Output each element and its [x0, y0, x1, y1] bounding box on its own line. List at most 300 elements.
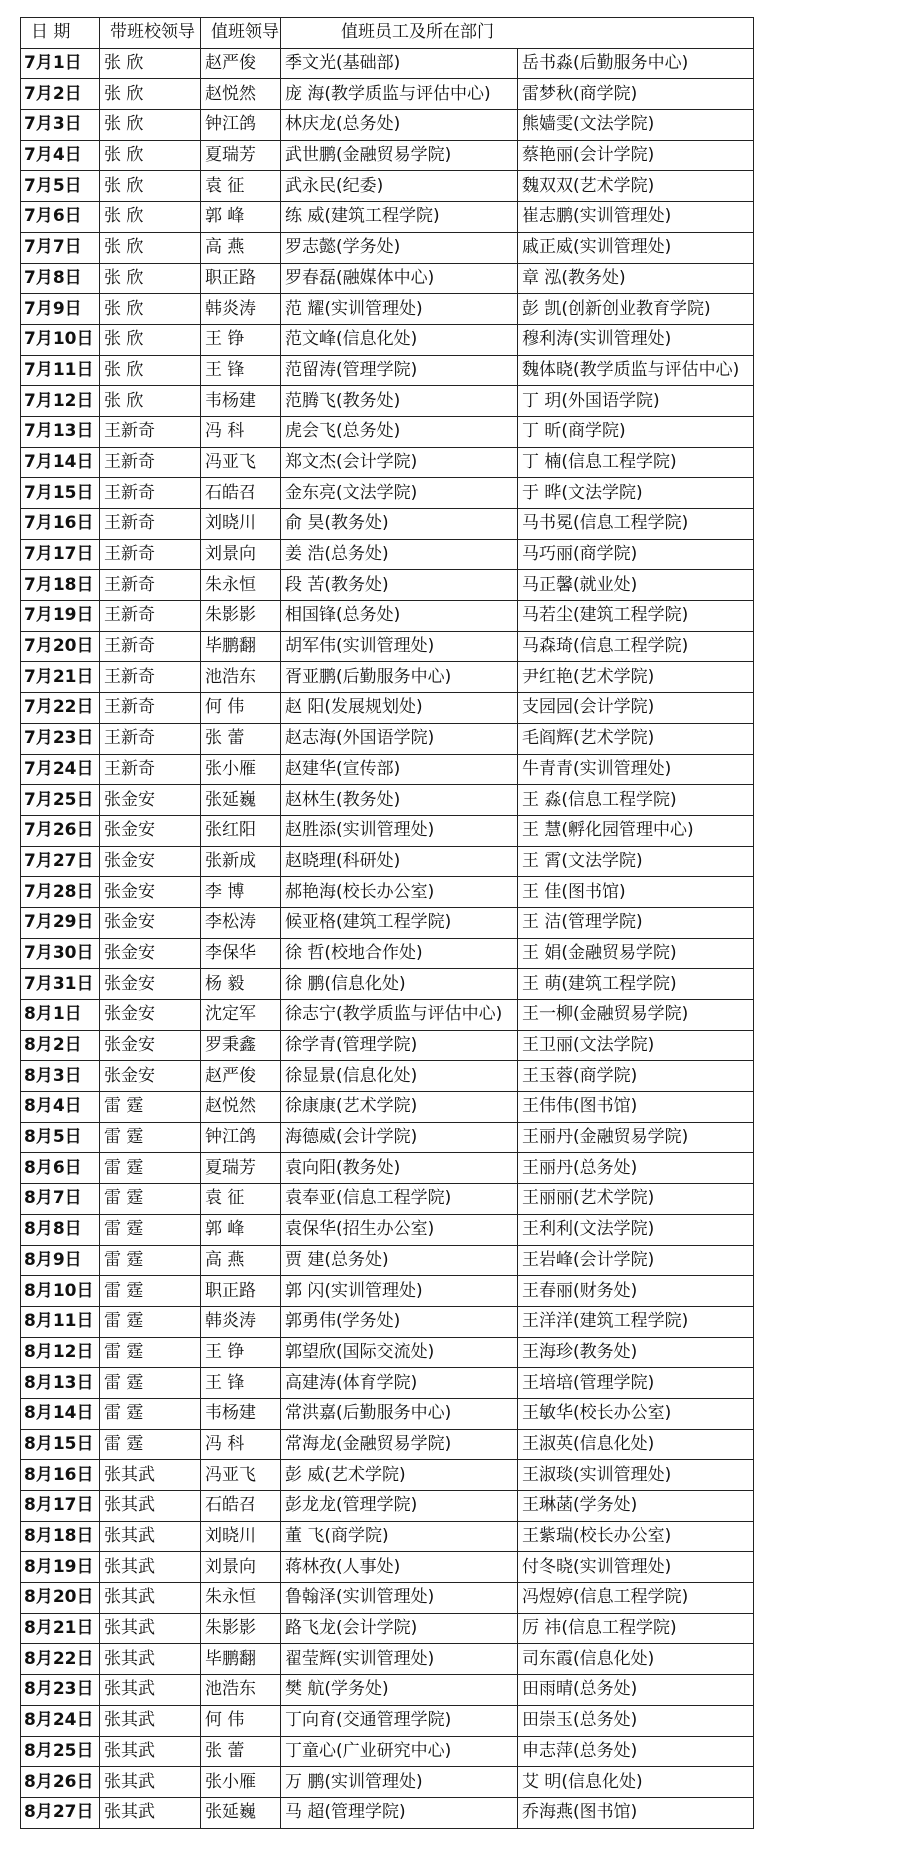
duty-leader-cell: 钟江鸽 [201, 110, 281, 141]
leader-cell: 张其武 [100, 1644, 201, 1675]
duty-leader-cell: 张延巍 [201, 1797, 281, 1828]
staff-cell-2: 司东霞(信息化处) [518, 1644, 754, 1675]
leader-cell: 张金安 [100, 877, 201, 908]
leader-cell: 张其武 [100, 1797, 201, 1828]
staff-cell-2: 王淑琰(实训管理处) [518, 1460, 754, 1491]
staff-cell-1: 赵胜添(实训管理处) [281, 815, 518, 846]
duty-leader-cell: 赵严俊 [201, 1061, 281, 1092]
table-row [21, 938, 754, 969]
staff-cell-2: 王玉蓉(商学院) [518, 1061, 754, 1092]
leader-cell: 张 欣 [100, 355, 201, 386]
table-row [21, 447, 754, 478]
leader-cell: 张其武 [100, 1583, 201, 1614]
duty-leader-cell: 李 博 [201, 877, 281, 908]
duty-leader-cell: 夏瑞芳 [201, 140, 281, 171]
duty-leader-cell: 韦杨建 [201, 386, 281, 417]
staff-cell-1: 郭 闪(实训管理处) [281, 1276, 518, 1307]
duty-leader-cell: 张 蕾 [201, 1736, 281, 1767]
duty-leader-cell: 张小雁 [201, 754, 281, 785]
duty-leader-cell: 张新成 [201, 846, 281, 877]
staff-cell-1: 胥亚鹏(后勤服务中心) [281, 662, 518, 693]
date-cell: 8月18日 [21, 1521, 100, 1552]
leader-cell: 张 欣 [100, 79, 201, 110]
date-cell: 8月19日 [21, 1552, 100, 1583]
staff-cell-2: 于 晔(文法学院) [518, 478, 754, 509]
leader-cell: 张 欣 [100, 48, 201, 79]
staff-cell-1: 金东亮(文法学院) [281, 478, 518, 509]
staff-cell-1: 蒋林孜(人事处) [281, 1552, 518, 1583]
date-cell: 7月28日 [21, 877, 100, 908]
table-row [21, 324, 754, 355]
duty-leader-cell: 夏瑞芳 [201, 1153, 281, 1184]
table-row [21, 754, 754, 785]
staff-cell-2: 魏体晓(教学质监与评估中心) [518, 355, 754, 386]
leader-cell: 张其武 [100, 1552, 201, 1583]
table-row [21, 1000, 754, 1031]
table-row [21, 1153, 754, 1184]
table-row [21, 478, 754, 509]
staff-cell-1: 郭望欣(国际交流处) [281, 1337, 518, 1368]
staff-cell-2: 艾 明(信息化处) [518, 1767, 754, 1798]
date-cell: 7月27日 [21, 846, 100, 877]
header-row [21, 18, 754, 49]
duty-leader-cell: 朱永恒 [201, 570, 281, 601]
leader-cell: 王新奇 [100, 631, 201, 662]
staff-cell-1: 胡军伟(实训管理处) [281, 631, 518, 662]
staff-cell-2: 马正馨(就业处) [518, 570, 754, 601]
date-cell: 7月14日 [21, 447, 100, 478]
staff-cell-2: 丁 昕(商学院) [518, 416, 754, 447]
duty-leader-cell: 韦杨建 [201, 1398, 281, 1429]
staff-cell-2: 王一柳(金融贸易学院) [518, 1000, 754, 1031]
staff-cell-2: 王 慧(孵化园管理中心) [518, 815, 754, 846]
staff-cell-1: 郑文杰(会计学院) [281, 447, 518, 478]
staff-cell-2: 支园园(会计学院) [518, 693, 754, 724]
date-cell: 8月6日 [21, 1153, 100, 1184]
staff-cell-1: 徐 鹏(信息化处) [281, 969, 518, 1000]
staff-cell-1: 赵建华(宣传部) [281, 754, 518, 785]
staff-cell-2: 戚正威(实训管理处) [518, 232, 754, 263]
date-cell: 8月7日 [21, 1184, 100, 1215]
table-row [21, 662, 754, 693]
staff-cell-2: 王敏华(校长办公室) [518, 1398, 754, 1429]
date-cell: 7月16日 [21, 509, 100, 540]
duty-leader-cell: 刘晓川 [201, 1521, 281, 1552]
staff-cell-1: 万 鹏(实训管理处) [281, 1767, 518, 1798]
date-cell: 7月1日 [21, 48, 100, 79]
staff-cell-2: 熊嫱雯(文法学院) [518, 110, 754, 141]
table-row [21, 693, 754, 724]
date-cell: 7月12日 [21, 386, 100, 417]
date-cell: 8月2日 [21, 1030, 100, 1061]
duty-leader-cell: 李松涛 [201, 907, 281, 938]
staff-cell-2: 尹红艳(艺术学院) [518, 662, 754, 693]
leader-cell: 张 欣 [100, 202, 201, 233]
header-duty-leader: 值班领导 [201, 18, 281, 49]
duty-leader-cell: 袁 征 [201, 171, 281, 202]
staff-cell-1: 林庆龙(总务处) [281, 110, 518, 141]
staff-cell-1: 翟莹辉(实训管理处) [281, 1644, 518, 1675]
table-row [21, 1030, 754, 1061]
staff-cell-2: 王卫丽(文法学院) [518, 1030, 754, 1061]
leader-cell: 王新奇 [100, 662, 201, 693]
duty-leader-cell: 冯亚飞 [201, 447, 281, 478]
staff-cell-1: 罗志懿(学务处) [281, 232, 518, 263]
duty-leader-cell: 张红阳 [201, 815, 281, 846]
staff-cell-2: 崔志鹏(实训管理处) [518, 202, 754, 233]
leader-cell: 王新奇 [100, 723, 201, 754]
staff-cell-2: 王海珍(教务处) [518, 1337, 754, 1368]
staff-cell-1: 郝艳海(校长办公室) [281, 877, 518, 908]
date-cell: 8月25日 [21, 1736, 100, 1767]
duty-leader-cell: 张小雁 [201, 1767, 281, 1798]
staff-cell-1: 虎会飞(总务处) [281, 416, 518, 447]
staff-cell-1: 徐康康(艺术学院) [281, 1092, 518, 1123]
staff-cell-1: 赵林生(教务处) [281, 785, 518, 816]
table-row [21, 877, 754, 908]
table-body [21, 48, 754, 1828]
staff-cell-1: 鲁翰泽(实训管理处) [281, 1583, 518, 1614]
date-cell: 7月29日 [21, 907, 100, 938]
staff-cell-2: 王丽丹(总务处) [518, 1153, 754, 1184]
duty-leader-cell: 冯 科 [201, 1429, 281, 1460]
staff-cell-1: 高建涛(体育学院) [281, 1368, 518, 1399]
staff-cell-1: 袁保华(招生办公室) [281, 1214, 518, 1245]
table-row [21, 1337, 754, 1368]
leader-cell: 张 欣 [100, 110, 201, 141]
table-row [21, 416, 754, 447]
leader-cell: 张金安 [100, 1000, 201, 1031]
staff-cell-1: 贾 建(总务处) [281, 1245, 518, 1276]
table-row [21, 48, 754, 79]
table-row [21, 1583, 754, 1614]
date-cell: 7月3日 [21, 110, 100, 141]
table-row [21, 815, 754, 846]
staff-cell-2: 王琳菡(学务处) [518, 1491, 754, 1522]
table-row [21, 386, 754, 417]
table-row [21, 539, 754, 570]
duty-leader-cell: 朱影影 [201, 601, 281, 632]
table-row [21, 232, 754, 263]
staff-cell-2: 马书冕(信息工程学院) [518, 509, 754, 540]
table-row [21, 355, 754, 386]
staff-cell-1: 候亚格(建筑工程学院) [281, 907, 518, 938]
staff-cell-1: 范文峰(信息化处) [281, 324, 518, 355]
date-cell: 7月2日 [21, 79, 100, 110]
duty-leader-cell: 韩炎涛 [201, 294, 281, 325]
table-row [21, 294, 754, 325]
table-row [21, 140, 754, 171]
leader-cell: 王新奇 [100, 447, 201, 478]
staff-cell-2: 王岩峰(会计学院) [518, 1245, 754, 1276]
date-cell: 8月17日 [21, 1491, 100, 1522]
leader-cell: 雷 霆 [100, 1122, 201, 1153]
staff-cell-2: 章 泓(教务处) [518, 263, 754, 294]
duty-leader-cell: 郭 峰 [201, 1214, 281, 1245]
staff-cell-2: 穆利涛(实训管理处) [518, 324, 754, 355]
date-cell: 7月11日 [21, 355, 100, 386]
date-cell: 7月4日 [21, 140, 100, 171]
leader-cell: 雷 霆 [100, 1368, 201, 1399]
table-row [21, 570, 754, 601]
leader-cell: 王新奇 [100, 754, 201, 785]
staff-cell-1: 段 苦(教务处) [281, 570, 518, 601]
table-row [21, 1184, 754, 1215]
date-cell: 8月12日 [21, 1337, 100, 1368]
duty-leader-cell: 朱永恒 [201, 1583, 281, 1614]
leader-cell: 张其武 [100, 1460, 201, 1491]
leader-cell: 张其武 [100, 1613, 201, 1644]
staff-cell-2: 王培培(管理学院) [518, 1368, 754, 1399]
leader-cell: 雷 霆 [100, 1153, 201, 1184]
duty-leader-cell: 杨 毅 [201, 969, 281, 1000]
date-cell: 8月1日 [21, 1000, 100, 1031]
duty-leader-cell: 石皓召 [201, 478, 281, 509]
date-cell: 8月15日 [21, 1429, 100, 1460]
staff-cell-2: 魏双双(艺术学院) [518, 171, 754, 202]
table-row [21, 1521, 754, 1552]
table-row [21, 1736, 754, 1767]
staff-cell-2: 丁 楠(信息工程学院) [518, 447, 754, 478]
duty-leader-cell: 池浩东 [201, 662, 281, 693]
table-row [21, 263, 754, 294]
duty-leader-cell: 韩炎涛 [201, 1306, 281, 1337]
staff-cell-1: 海德威(会计学院) [281, 1122, 518, 1153]
staff-cell-1: 郭勇伟(学务处) [281, 1306, 518, 1337]
duty-leader-cell: 刘景向 [201, 1552, 281, 1583]
staff-cell-2: 王春丽(财务处) [518, 1276, 754, 1307]
leader-cell: 雷 霆 [100, 1214, 201, 1245]
leader-cell: 雷 霆 [100, 1398, 201, 1429]
duty-leader-cell: 毕鹏翻 [201, 1644, 281, 1675]
duty-leader-cell: 职正路 [201, 263, 281, 294]
duty-leader-cell: 王 锋 [201, 355, 281, 386]
table-row [21, 1767, 754, 1798]
staff-cell-1: 徐 哲(校地合作处) [281, 938, 518, 969]
date-cell: 7月7日 [21, 232, 100, 263]
leader-cell: 王新奇 [100, 539, 201, 570]
leader-cell: 雷 霆 [100, 1245, 201, 1276]
table-row [21, 202, 754, 233]
duty-leader-cell: 袁 征 [201, 1184, 281, 1215]
staff-cell-1: 董 飞(商学院) [281, 1521, 518, 1552]
table-row [21, 1368, 754, 1399]
duty-leader-cell: 何 伟 [201, 693, 281, 724]
table-row [21, 1214, 754, 1245]
leader-cell: 张其武 [100, 1521, 201, 1552]
staff-cell-1: 袁奉亚(信息工程学院) [281, 1184, 518, 1215]
staff-cell-1: 范留涛(管理学院) [281, 355, 518, 386]
staff-cell-2: 王 佳(图书馆) [518, 877, 754, 908]
date-cell: 7月10日 [21, 324, 100, 355]
date-cell: 7月6日 [21, 202, 100, 233]
staff-cell-2: 王淑英(信息化处) [518, 1429, 754, 1460]
staff-cell-1: 马 超(管理学院) [281, 1797, 518, 1828]
duty-leader-cell: 赵严俊 [201, 48, 281, 79]
staff-cell-2: 冯煜婷(信息工程学院) [518, 1583, 754, 1614]
staff-cell-2: 雷梦秋(商学院) [518, 79, 754, 110]
date-cell: 7月21日 [21, 662, 100, 693]
staff-cell-2: 王 娟(金融贸易学院) [518, 938, 754, 969]
staff-cell-2: 王丽丹(金融贸易学院) [518, 1122, 754, 1153]
date-cell: 8月14日 [21, 1398, 100, 1429]
staff-cell-1: 赵志海(外国语学院) [281, 723, 518, 754]
staff-cell-1: 庞 海(教学质监与评估中心) [281, 79, 518, 110]
staff-cell-2: 田崇玉(总务处) [518, 1705, 754, 1736]
header-leader: 带班校领导 [100, 18, 201, 49]
staff-cell-2: 牛青青(实训管理处) [518, 754, 754, 785]
table-row [21, 79, 754, 110]
date-cell: 8月21日 [21, 1613, 100, 1644]
date-cell: 8月5日 [21, 1122, 100, 1153]
duty-leader-cell: 钟江鸽 [201, 1122, 281, 1153]
table-row [21, 1797, 754, 1828]
duty-leader-cell: 何 伟 [201, 1705, 281, 1736]
staff-cell-1: 丁向育(交通管理学院) [281, 1705, 518, 1736]
date-cell: 7月24日 [21, 754, 100, 785]
date-cell: 8月16日 [21, 1460, 100, 1491]
staff-cell-1: 徐学青(管理学院) [281, 1030, 518, 1061]
date-cell: 8月26日 [21, 1767, 100, 1798]
staff-cell-1: 丁童心(广业研究中心) [281, 1736, 518, 1767]
duty-leader-cell: 赵悦然 [201, 79, 281, 110]
date-cell: 7月5日 [21, 171, 100, 202]
duty-leader-cell: 王 锋 [201, 1368, 281, 1399]
table-row [21, 1613, 754, 1644]
leader-cell: 张金安 [100, 815, 201, 846]
date-cell: 8月22日 [21, 1644, 100, 1675]
leader-cell: 雷 霆 [100, 1306, 201, 1337]
date-cell: 7月18日 [21, 570, 100, 601]
leader-cell: 张 欣 [100, 171, 201, 202]
date-cell: 8月23日 [21, 1675, 100, 1706]
staff-cell-1: 彭龙龙(管理学院) [281, 1491, 518, 1522]
staff-cell-2: 马森琦(信息工程学院) [518, 631, 754, 662]
date-cell: 8月8日 [21, 1214, 100, 1245]
staff-cell-2: 王丽丽(艺术学院) [518, 1184, 754, 1215]
staff-cell-1: 练 威(建筑工程学院) [281, 202, 518, 233]
staff-cell-1: 徐志宁(教学质监与评估中心) [281, 1000, 518, 1031]
leader-cell: 张其武 [100, 1767, 201, 1798]
staff-cell-1: 范 耀(实训管理处) [281, 294, 518, 325]
staff-cell-2: 蔡艳丽(会计学院) [518, 140, 754, 171]
duty-schedule-table [20, 17, 754, 1829]
table-row [21, 1122, 754, 1153]
leader-cell: 张其武 [100, 1705, 201, 1736]
table-row [21, 631, 754, 662]
date-cell: 7月22日 [21, 693, 100, 724]
staff-cell-1: 相国锋(总务处) [281, 601, 518, 632]
table-row [21, 110, 754, 141]
table-row [21, 509, 754, 540]
table-row [21, 723, 754, 754]
staff-cell-1: 常洪嘉(后勤服务中心) [281, 1398, 518, 1429]
staff-cell-1: 罗春磊(融媒体中心) [281, 263, 518, 294]
table-row [21, 1276, 754, 1307]
duty-leader-cell: 李保华 [201, 938, 281, 969]
table-row [21, 601, 754, 632]
staff-cell-2: 王伟伟(图书馆) [518, 1092, 754, 1123]
staff-cell-2: 王 霄(文法学院) [518, 846, 754, 877]
date-cell: 7月9日 [21, 294, 100, 325]
table-row [21, 171, 754, 202]
staff-cell-2: 彭 凯(创新创业教育学院) [518, 294, 754, 325]
date-cell: 7月25日 [21, 785, 100, 816]
leader-cell: 张金安 [100, 785, 201, 816]
date-cell: 8月4日 [21, 1092, 100, 1123]
staff-cell-2: 马巧丽(商学院) [518, 539, 754, 570]
leader-cell: 张金安 [100, 1061, 201, 1092]
date-cell: 7月8日 [21, 263, 100, 294]
duty-leader-cell: 冯 科 [201, 416, 281, 447]
leader-cell: 张其武 [100, 1736, 201, 1767]
date-cell: 8月24日 [21, 1705, 100, 1736]
staff-cell-2: 付冬晓(实训管理处) [518, 1552, 754, 1583]
leader-cell: 张金安 [100, 969, 201, 1000]
staff-cell-1: 武永民(纪委) [281, 171, 518, 202]
leader-cell: 张其武 [100, 1491, 201, 1522]
staff-cell-2: 申志萍(总务处) [518, 1736, 754, 1767]
leader-cell: 张 欣 [100, 232, 201, 263]
staff-cell-2: 王 淼(信息工程学院) [518, 785, 754, 816]
leader-cell: 雷 霆 [100, 1276, 201, 1307]
duty-leader-cell: 赵悦然 [201, 1092, 281, 1123]
staff-cell-1: 路飞龙(会计学院) [281, 1613, 518, 1644]
staff-cell-1: 樊 航(学务处) [281, 1675, 518, 1706]
staff-cell-2: 王 萌(建筑工程学院) [518, 969, 754, 1000]
staff-cell-1: 季文光(基础部) [281, 48, 518, 79]
header-staff: 值班员工及所在部门 [281, 18, 754, 49]
duty-leader-cell: 刘景向 [201, 539, 281, 570]
staff-cell-1: 赵 阳(发展规划处) [281, 693, 518, 724]
leader-cell: 王新奇 [100, 601, 201, 632]
date-cell: 7月13日 [21, 416, 100, 447]
duty-leader-cell: 张 蕾 [201, 723, 281, 754]
duty-leader-cell: 毕鹏翻 [201, 631, 281, 662]
staff-cell-2: 王利利(文法学院) [518, 1214, 754, 1245]
table-row [21, 1306, 754, 1337]
date-cell: 8月10日 [21, 1276, 100, 1307]
staff-cell-2: 厉 祎(信息工程学院) [518, 1613, 754, 1644]
duty-leader-cell: 刘晓川 [201, 509, 281, 540]
table-row [21, 907, 754, 938]
leader-cell: 张 欣 [100, 263, 201, 294]
table-row [21, 1491, 754, 1522]
table-row [21, 1398, 754, 1429]
leader-cell: 张 欣 [100, 386, 201, 417]
leader-cell: 张 欣 [100, 294, 201, 325]
date-cell: 8月9日 [21, 1245, 100, 1276]
leader-cell: 王新奇 [100, 693, 201, 724]
duty-leader-cell: 池浩东 [201, 1675, 281, 1706]
leader-cell: 雷 霆 [100, 1184, 201, 1215]
table-row [21, 1245, 754, 1276]
table-row [21, 1429, 754, 1460]
table-row [21, 1092, 754, 1123]
date-cell: 8月27日 [21, 1797, 100, 1828]
staff-cell-1: 彭 威(艺术学院) [281, 1460, 518, 1491]
duty-leader-cell: 沈定军 [201, 1000, 281, 1031]
date-cell: 8月11日 [21, 1306, 100, 1337]
date-cell: 7月20日 [21, 631, 100, 662]
duty-leader-cell: 石皓召 [201, 1491, 281, 1522]
leader-cell: 雷 霆 [100, 1429, 201, 1460]
staff-cell-1: 常海龙(金融贸易学院) [281, 1429, 518, 1460]
leader-cell: 张其武 [100, 1675, 201, 1706]
leader-cell: 张金安 [100, 846, 201, 877]
leader-cell: 张 欣 [100, 140, 201, 171]
date-cell: 7月17日 [21, 539, 100, 570]
